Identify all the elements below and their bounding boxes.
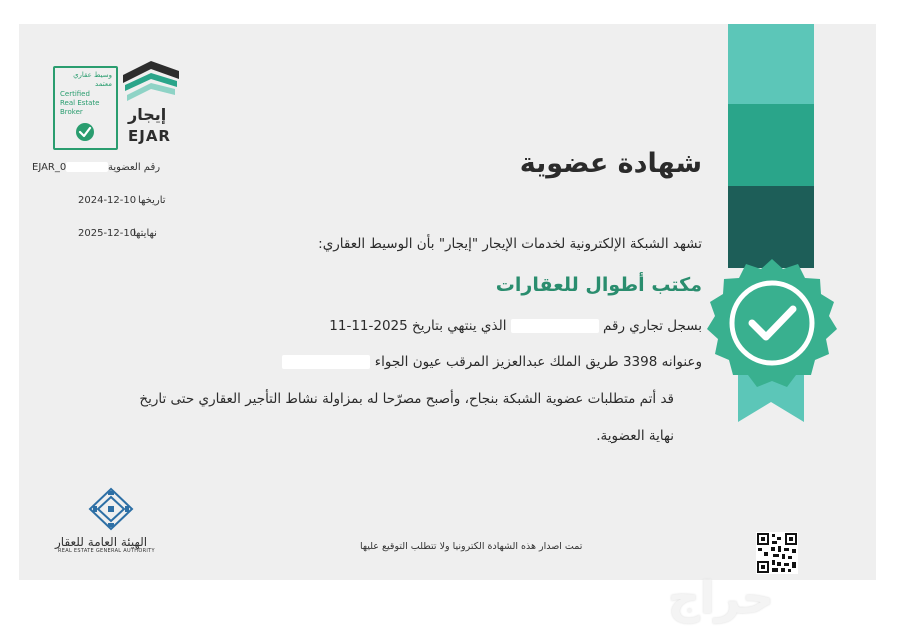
ejar-logo-icon <box>123 57 179 105</box>
ejar-english-wordmark: EJAR <box>128 127 171 145</box>
membership-number-value: EJAR_0 <box>32 162 108 173</box>
completion-line: قد أتم متطلبات عضوية الشبكة بنجاح، وأصبح مصرّحا له بمزاولة نشاط التأجير العقاري حتى تاريخ <box>139 391 674 407</box>
ejar-arabic-wordmark: إيجار <box>128 105 167 124</box>
certificate-intro: تشهد الشبكة الإلكترونية لخدمات الإيجار "إيجار" بأن الوسيط العقاري: <box>318 236 702 252</box>
expiry-date-label: نهايتها <box>133 228 157 239</box>
rega-english-name: REAL ESTATE GENERAL AUTHORITY <box>58 548 155 554</box>
broker-ar-line1: وسيط عقاري <box>73 71 112 79</box>
qr-code-icon[interactable] <box>756 532 798 574</box>
check-circle-icon <box>75 122 95 142</box>
issue-date-label: تاريخها <box>138 195 166 206</box>
check-badge-icon <box>702 255 842 395</box>
broker-en-line3: Broker <box>60 108 83 116</box>
issue-date-value: 2024-12-10 <box>78 195 137 206</box>
rega-logo-icon <box>88 487 134 531</box>
address-line: وعنوانه 3398 طريق الملك عبدالعزيز المرقب عيون الجواء <box>282 354 702 370</box>
certificate-title: شهادة عضوية <box>519 148 702 179</box>
broker-ar-line2: معتمد <box>95 80 112 88</box>
haraj-watermark: حراج <box>668 573 774 624</box>
certified-broker-badge <box>53 66 118 150</box>
ribbon-band-mid <box>728 104 814 186</box>
broker-en-line1: Certified <box>60 90 90 98</box>
rega-arabic-name: الهيئة العامة للعقار <box>55 535 148 549</box>
broker-en-line2: Real Estate <box>60 99 100 107</box>
verified-badge <box>702 255 842 395</box>
membership-end-line: نهاية العضوية. <box>596 428 674 444</box>
office-name: مكتب أطوال للعقارات <box>495 274 702 296</box>
expiry-date-value: 2025-12-10 <box>78 228 137 239</box>
electronic-issuance-note: تمت اصدار هذه الشهادة الكترونيا ولا تتطلب التوقيع عليها <box>360 541 583 552</box>
ribbon-band-light <box>728 24 814 104</box>
membership-number-label: رقم العضوية <box>108 162 161 173</box>
commercial-register-line: بسجل تجاري رقم الذي ينتهي بتاريخ 2025-11-11 <box>329 318 702 334</box>
